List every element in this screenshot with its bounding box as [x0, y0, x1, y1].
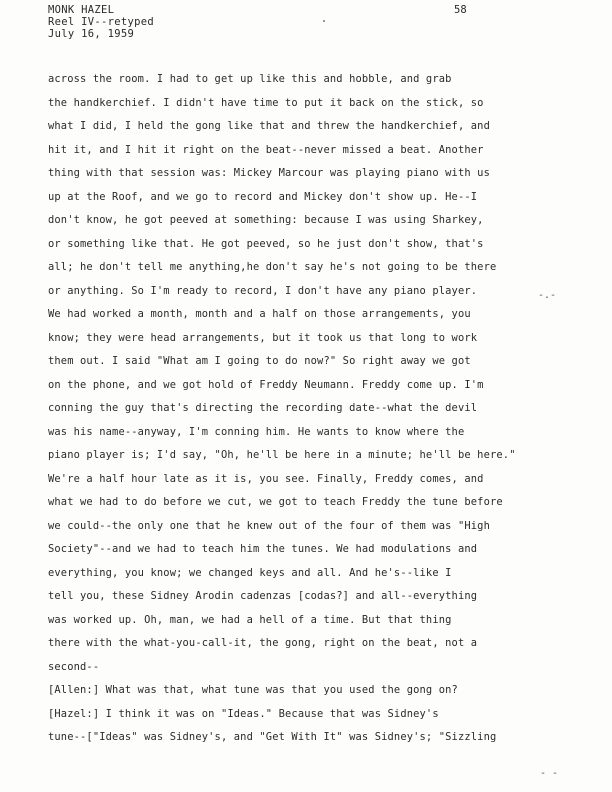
text-line: conning the guy that's directing the recording date--what the devil [48, 402, 478, 414]
text-line: piano player is; I'd say, "Oh, he'll be here in a minute; he'll be here." [48, 449, 516, 461]
text-line: we could--the only one that he knew out of the four of them was "High [48, 519, 490, 532]
text-line: We're a half hour late as it is, you see. Finally, Freddy comes, and [48, 472, 484, 485]
text-line: hit it, and I hit it right on the beat--never missed a beat. Another [48, 143, 484, 156]
reel-label: Reel IV--retyped [48, 16, 154, 28]
text-line: second-- [48, 660, 100, 673]
text-line: what I did, I held the gong like that and threw the handkerchief, and [48, 120, 490, 132]
interviewee-name: MONK HAZEL [48, 4, 115, 16]
text-line: tune--["Ideas" was Sidney's, and "Get With It" was Sidney's; "Sizzling [48, 731, 497, 743]
text-line: all; he don't tell me anything,he don't say he's not going to be there [48, 261, 497, 273]
text-line: them out. I said "What am I going to do now?" So right away we got [48, 355, 471, 367]
text-line: across the room. I had to get up like this and hobble, and grab [48, 73, 452, 85]
page-number: 58 [454, 4, 467, 16]
text-line: or something like that. He got peeved, so he just don't show, that's [48, 237, 484, 250]
interview-date: July 16, 1959 [48, 28, 135, 40]
text-line: tell you, these Sidney Arodin cadenzas [codas?] and all--everything [48, 590, 478, 602]
transcript-body [48, 68, 596, 750]
text-line: was his name--anyway, I'm conning him. He wants to know where the [48, 425, 465, 438]
text-line: up at the Roof, and we go to record and Mickey don't show up. He--I [48, 190, 478, 203]
text-line: know; they were head arrangements, but it took us that long to work [48, 331, 478, 344]
transcript-header [48, 4, 154, 40]
text-line: what we had to do before we cut, we got to teach Freddy the tune before [48, 496, 503, 508]
text-line: or anything. So I'm ready to record, I don't have any piano player. [48, 284, 478, 297]
scan-speck [323, 20, 325, 22]
text-line: thing with that session was: Mickey Marcour was playing piano with us [48, 167, 490, 179]
text-line: was worked up. Oh, man, we had a hell of a time. But that thing [48, 613, 452, 626]
text-line: Society"--and we had to teach him the tunes. We had modulations and [48, 543, 478, 555]
margin-mark: -.- [538, 290, 557, 301]
text-line: We had worked a month, month and a half on those arrangements, you [48, 308, 471, 320]
text-line: [Allen:] What was that, what tune was that you used the gong on? [48, 684, 458, 696]
text-line: there with the what-you-call-it, the gong, right on the beat, not a [48, 637, 478, 649]
text-line: on the phone, and we got hold of Freddy Neumann. Freddy come up. I'm [48, 378, 484, 391]
margin-mark: - - [540, 768, 559, 779]
text-line: the handkerchief. I didn't have time to put it back on the stick, so [48, 96, 484, 109]
text-line: everything, you know; we changed keys and all. And he's--like I [48, 566, 452, 579]
text-line: [Hazel:] I think it was on "Ideas." Because that was Sidney's [48, 707, 439, 720]
text-line: don't know, he got peeved at something: because I was using Sharkey, [48, 214, 484, 226]
